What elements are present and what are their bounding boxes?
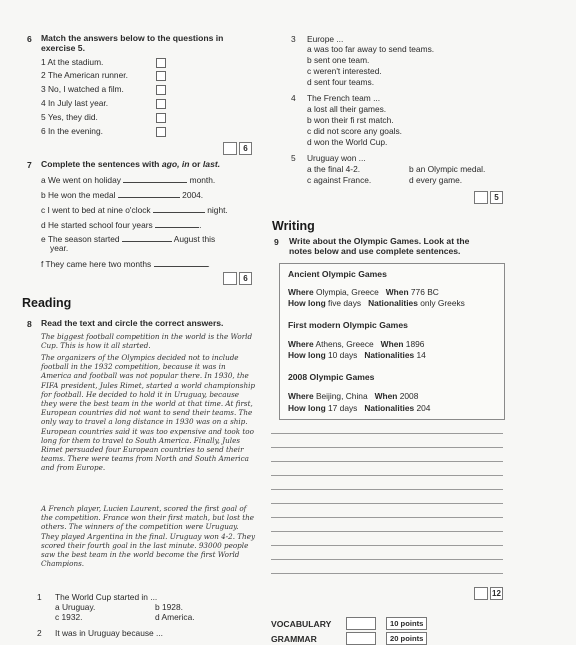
writing-line[interactable] bbox=[271, 503, 503, 504]
writing-heading: Writing bbox=[272, 219, 315, 233]
q4-option-c[interactable]: c did not score any goals. bbox=[307, 126, 402, 136]
writing-line[interactable] bbox=[271, 517, 503, 518]
q4-stem: The French team ... bbox=[307, 93, 381, 103]
q5-stem: Uruguay won ... bbox=[307, 153, 366, 163]
ex9-title-line1: Write about the Olympic Games. Look at the bbox=[289, 236, 470, 246]
writing-line[interactable] bbox=[271, 461, 503, 462]
note-2-where-when: Where Athens, Greece When 1896 bbox=[288, 339, 425, 349]
q1-option-c[interactable]: c 1932. bbox=[55, 612, 83, 622]
ex9-title-line2: notes below and use complete sentences. bbox=[289, 246, 461, 256]
ex7-item-e: e The season started August this bbox=[41, 234, 216, 244]
answer-box[interactable] bbox=[156, 99, 166, 109]
ex7-item-e-line2: year. bbox=[50, 243, 69, 253]
q5-option-d[interactable]: d every game. bbox=[409, 175, 463, 185]
q4-option-b[interactable]: b won their fi rst match. bbox=[307, 115, 394, 125]
ex6-score-max: 6 bbox=[239, 142, 252, 155]
ex7-number: 7 bbox=[27, 160, 32, 170]
q3-option-d[interactable]: d sent four teams. bbox=[307, 77, 375, 87]
ex6-item-3: 3 No, I watched a film. bbox=[41, 84, 124, 94]
note-2-title: First modern Olympic Games bbox=[288, 320, 408, 330]
q5-option-a[interactable]: a the final 4-2. bbox=[307, 164, 361, 174]
q1-number: 1 bbox=[37, 592, 42, 602]
grammar-score-input[interactable] bbox=[346, 632, 376, 645]
writing-line[interactable] bbox=[271, 531, 503, 532]
writing-line[interactable] bbox=[271, 447, 503, 448]
q5-option-b[interactable]: b an Olympic medal. bbox=[409, 164, 486, 174]
note-3-title: 2008 Olympic Games bbox=[288, 372, 375, 382]
q5-option-c[interactable]: c against France. bbox=[307, 175, 372, 185]
q1-option-a[interactable]: a Uruguay. bbox=[55, 602, 96, 612]
blank-line[interactable] bbox=[154, 258, 208, 267]
writing-line[interactable] bbox=[271, 545, 503, 546]
ex7-item-f: f They came here two months . bbox=[41, 259, 210, 269]
ex9-score-input[interactable] bbox=[474, 587, 488, 600]
reading-paragraph-1: The biggest football competition in the world is the World Cup. This is how it all started. bbox=[41, 332, 253, 351]
q3-option-b[interactable]: b sent one team. bbox=[307, 55, 370, 65]
ex6-item-4: 4 In July last year. bbox=[41, 98, 109, 108]
ex7-item-c: c I went to bed at nine o'clock night. bbox=[41, 205, 228, 215]
q5-number: 5 bbox=[291, 153, 296, 163]
ex6-item-2: 2 The American runner. bbox=[41, 70, 128, 80]
answer-box[interactable] bbox=[156, 58, 166, 68]
q3-option-a[interactable]: a was too far away to send teams. bbox=[307, 44, 435, 54]
blank-line[interactable] bbox=[123, 174, 187, 183]
ex6-number: 6 bbox=[27, 34, 32, 44]
ex7-item-d: d He started school four years . bbox=[41, 220, 202, 230]
answer-box[interactable] bbox=[156, 127, 166, 137]
ex7-item-a: a We went on holiday month. bbox=[41, 175, 216, 185]
blank-line[interactable] bbox=[155, 219, 199, 228]
writing-line[interactable] bbox=[271, 475, 503, 476]
writing-line[interactable] bbox=[271, 433, 503, 434]
reading-heading: Reading bbox=[22, 296, 72, 310]
ex7-score-max: 6 bbox=[239, 272, 252, 285]
ex7-title: Complete the sentences with ago, in or last. bbox=[41, 159, 221, 169]
ex7-item-b: b He won the medal 2004. bbox=[41, 190, 204, 200]
answer-box[interactable] bbox=[156, 71, 166, 81]
ex6-item-1: 1 At the stadium. bbox=[41, 57, 104, 67]
ex6-title-line1: Match the answers below to the questions in bbox=[41, 33, 224, 43]
ex6-item-5: 5 Yes, they did. bbox=[41, 112, 98, 122]
writing-line[interactable] bbox=[271, 489, 503, 490]
reading-paragraph-3: A French player, Lucien Laurent, scored the first goal of the competition. France won their first match, but lost the others. The winners of the competition were Uruguay. They played Argentina in the final. Uruguay won 4-2. They scored their fourth goal in the last minute. 93000 people saw the best team in the world become the first World Champions. bbox=[41, 504, 256, 569]
q4-option-d[interactable]: d won the World Cup. bbox=[307, 137, 388, 147]
ex9-number: 9 bbox=[274, 237, 279, 247]
ex7-score-input[interactable] bbox=[223, 272, 237, 285]
blank-line[interactable] bbox=[153, 204, 205, 213]
q1-stem: The World Cup started in ... bbox=[55, 592, 158, 602]
q4-option-a[interactable]: a lost all their games. bbox=[307, 104, 387, 114]
reading-paragraph-2: The organizers of the Olympics decided not to include football in the 1932 competition, because it was in America and football was not popular there. In 1930, the FIFA president, Jules Rimet, started a world championship for football. He decided to hold it in Uruguay, because they were the best team in the world at that time. At first, European countries did not want to send their teams. The only way to travel a long distance in 1930 was on a ship. European countries said it was too expensive and took too long for them to travel to South America. Finally, Jules Rimet persuaded four European countries to send their teams. There were teams from North and South America and from Europe. bbox=[41, 353, 255, 473]
answer-box[interactable] bbox=[156, 113, 166, 123]
ex6-item-6: 6 In the evening. bbox=[41, 126, 103, 136]
ex6-title-line2: exercise 5. bbox=[41, 43, 85, 53]
q3-stem: Europe ... bbox=[307, 34, 344, 44]
q3-option-c[interactable]: c weren't interested. bbox=[307, 66, 382, 76]
grammar-label: GRAMMAR bbox=[271, 634, 317, 644]
note-3-howlong-nat: How long 17 days Nationalities 204 bbox=[288, 403, 431, 413]
q1-option-b[interactable]: b 1928. bbox=[155, 602, 183, 612]
note-1-title: Ancient Olympic Games bbox=[288, 269, 387, 279]
vocabulary-points: 10 points bbox=[386, 617, 427, 630]
ex8-title: Read the text and circle the correct answers. bbox=[41, 318, 224, 328]
q2-number: 2 bbox=[37, 628, 42, 638]
q3-number: 3 bbox=[291, 34, 296, 44]
writing-line[interactable] bbox=[271, 573, 503, 574]
vocabulary-score-input[interactable] bbox=[346, 617, 376, 630]
grammar-points: 20 points bbox=[386, 632, 427, 645]
note-2-howlong-nat: How long 10 days Nationalities 14 bbox=[288, 350, 426, 360]
note-1-howlong-nat: How long five days Nationalities only Greeks bbox=[288, 298, 465, 308]
blank-line[interactable] bbox=[122, 233, 172, 242]
blank-line[interactable] bbox=[118, 189, 180, 198]
q4-number: 4 bbox=[291, 93, 296, 103]
ex6-score-input[interactable] bbox=[223, 142, 237, 155]
q2-stem: It was in Uruguay because ... bbox=[55, 628, 163, 638]
note-3-where-when: Where Beijing, China When 2008 bbox=[288, 391, 419, 401]
ex9-score-max: 12 bbox=[490, 587, 503, 600]
answer-box[interactable] bbox=[156, 85, 166, 95]
ex5-score-input[interactable] bbox=[474, 191, 488, 204]
note-1-where-when: Where Olympia, Greece When 776 BC bbox=[288, 287, 439, 297]
vocabulary-label: VOCABULARY bbox=[271, 619, 332, 629]
ex8-number: 8 bbox=[27, 319, 32, 329]
ex5-score-max: 5 bbox=[490, 191, 503, 204]
writing-line[interactable] bbox=[271, 559, 503, 560]
q1-option-d[interactable]: d America. bbox=[155, 612, 195, 622]
